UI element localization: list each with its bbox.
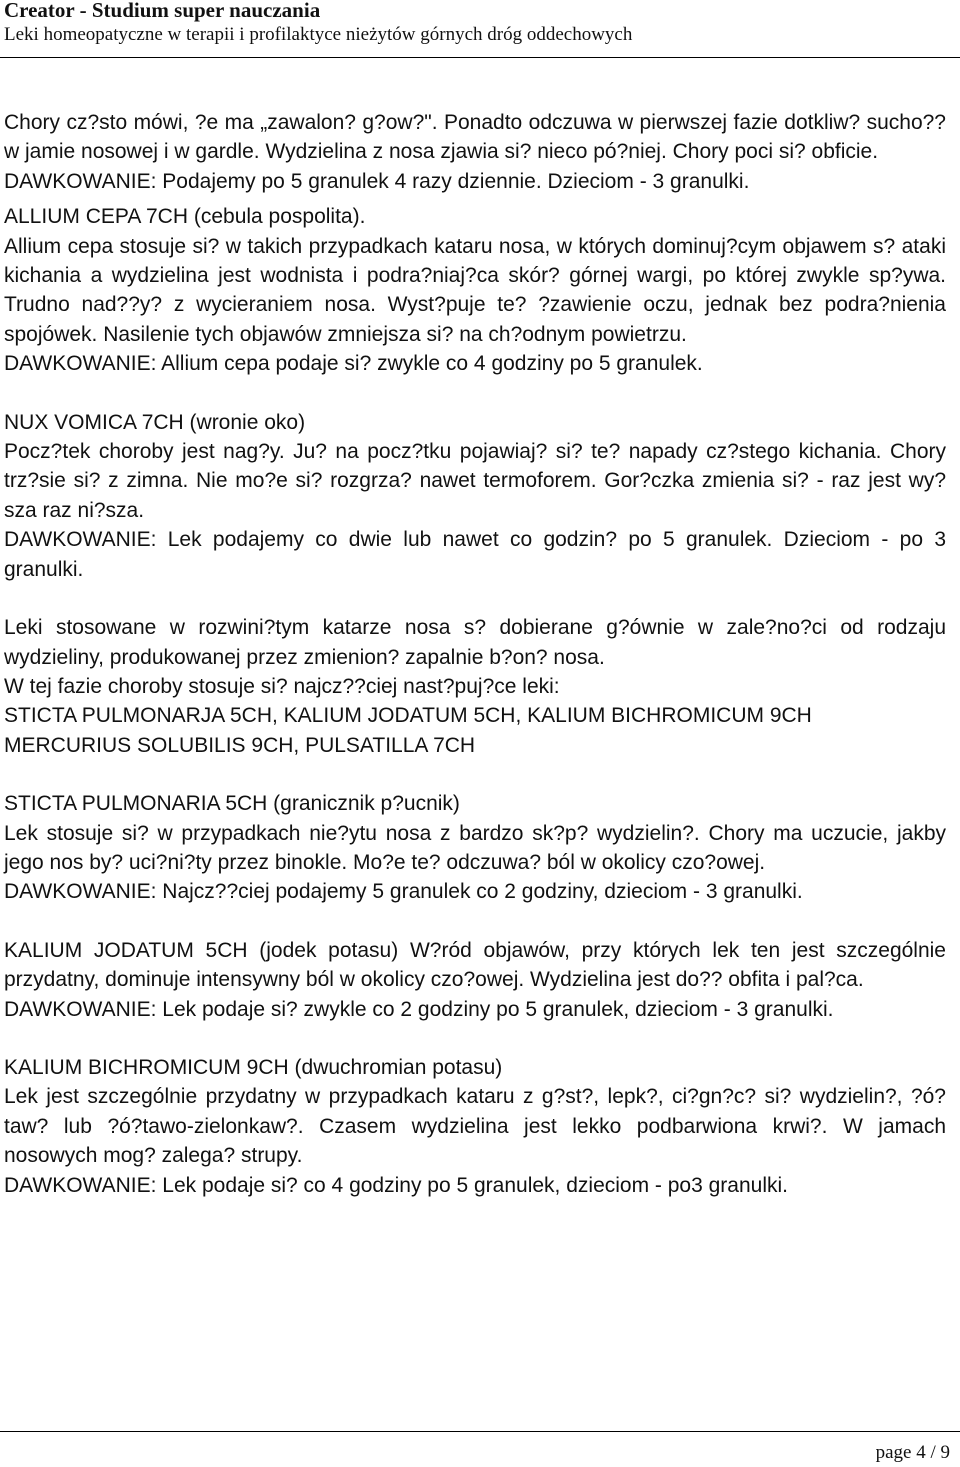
remedy-heading-nux: NUX VOMICA 7CH (wronie oko) <box>4 410 306 434</box>
remedy-dose-kalium-jodatum: DAWKOWANIE: Lek podaje si? zwykle co 2 godziny po 5 granulek, dzieciom - 3 granulki. <box>4 997 834 1021</box>
remedy-text-kalium-bichromicum: Lek jest szczególnie przydatny w przypadkach kataru z g?st?, lepk?, ci?gn?c? si? wydzielin?, ?ó?taw? lub ?ó?tawo-zielonkaw?. Czasem wydzielina jest lekko podbarwiona krwi?. W jamach nosowych mog? zalega? strupy. <box>4 1085 946 1168</box>
footer-divider <box>0 1431 960 1432</box>
article-title: Leki homeopatyczne w terapii i profilaktyce nieżytów górnych dróg oddechowych <box>4 24 633 45</box>
page-number: page 4 / 9 <box>875 1442 950 1463</box>
developed-catarrh-intro: W tej fazie choroby stosuje si? najcz??ciej nast?puj?ce leki: <box>4 674 560 698</box>
remedy-dose-nux: DAWKOWANIE: Lek podajemy co dwie lub nawet co godzin? po 5 granulek. Dzieciom - po 3 granulki. <box>4 528 946 581</box>
header-divider <box>0 57 960 58</box>
remedy-heading-allium: ALLIUM CEPA 7CH (cebula pospolita). <box>4 205 366 229</box>
developed-catarrh-paragraph: Leki stosowane w rozwini?tym katarze nosa s? dobierane g?ównie w zale?no?ci od rodzaju wydzieliny, produkowanej przez zmienion? zapalnie b?on? nosa. <box>4 616 946 669</box>
remedy-dose-allium: DAWKOWANIE: Allium cepa podaje si? zwykle co 4 godziny po 5 granulek. <box>4 352 703 376</box>
remedy-text-kalium-jodatum: KALIUM JODATUM 5CH (jodek potasu) W?ród objawów, przy których lek ten jest szczególnie przydatny, dominuje intensywny ból w okolicy czo?owej. Wydzielina jest do?? obfita i pal?ca. <box>4 938 946 992</box>
remedy-text-nux: Pocz?tek choroby jest nag?y. Ju? na pocz?tku pojawiaj? si? te? napady cz?stego kichania. Chory trz?sie si? z zimna. Nie mo?e si? rozgrza? nawet termoforem. Gor?czka zmienia si? - raz jest wy?sza raz ni?sza. <box>4 440 946 522</box>
remedy-text-sticta: Lek stosuje si? w przypadkach nie?ytu nosa z bardzo sk?p? wydzielin?. Chory ma uczucie, jakby jego nos by? uci?ni?ty przez binokle. Mo?e te? odczuwa? ból w okolicy czo?owej. <box>4 821 946 874</box>
remedy-text-allium: Allium cepa stosuje si? w takich przypadkach kataru nosa, w których dominuj?cym objawem s? ataki kichania a wydzielina jest wodnista i podra?niaj?ca skór? górnej wargi, po której zwykle sp?ywa. Trudno nad??y? z wycieraniem nosa. Wyst?puje te? ?zawienie oczu, jednak bez podra?nienia spojówek. Nasilenie tych objawów zmniejsza si? na ch?odnym powietrzu. <box>4 234 946 346</box>
remedy-heading-sticta: STICTA PULMONARIA 5CH (granicznik p?ucnik) <box>4 792 460 816</box>
remedy-dose-sticta: DAWKOWANIE: Najcz??ciej podajemy 5 granulek co 2 godziny, dzieciom - 3 granulki. <box>4 880 803 904</box>
remedy-heading-kalium-bichromicum: KALIUM BICHROMICUM 9CH (dwuchromian potasu) <box>4 1055 503 1079</box>
article-body <box>4 108 946 1200</box>
remedy-dose-kalium-bichromicum: DAWKOWANIE: Lek podaje si? co 4 godziny po 5 granulek, dzieciom - po3 granulki. <box>4 1173 788 1197</box>
paragraph-symptoms: Chory cz?sto mówi, ?e ma „zawalon? g?ow?". Ponadto odczuwa w pierwszej fazie dotkliw? sucho?? w jamie nosowej i w gardle. Wydzielina z nosa zjawia si? nieco pó?niej. Chory poci si? obficie. <box>4 111 946 164</box>
remedy-list-line-1: STICTA PULMONARJA 5CH, KALIUM JODATUM 5CH, KALIUM BICHROMICUM 9CH <box>4 704 812 728</box>
remedy-list-line-2: MERCURIUS SOLUBILIS 9CH, PULSATILLA 7CH <box>4 733 476 757</box>
site-title: Creator - Studium super nauczania <box>4 0 321 22</box>
dosage-paragraph: DAWKOWANIE: Podajemy po 5 granulek 4 razy dziennie. Dzieciom - 3 granulki. <box>4 169 750 193</box>
